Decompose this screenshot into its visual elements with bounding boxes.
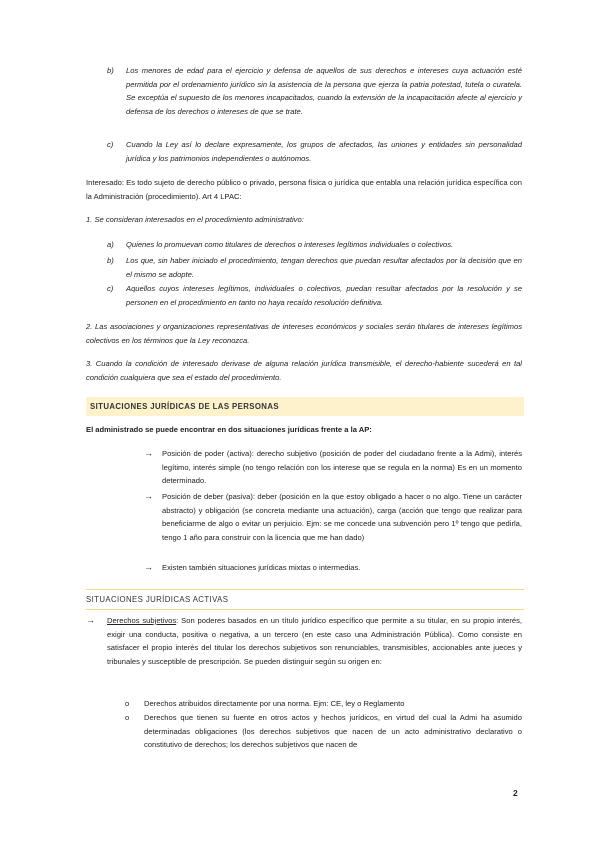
arrow-icon: → (144, 562, 153, 572)
situacion-item-activa: Posición de poder (activa): derecho subjetivo (posición de poder del ciudadano frente a la Admi), interés legítimo, interés simple (no tengo relación con los interese que se regula en la norma) Es en un momento determinado. (162, 449, 522, 485)
section-rule (86, 589, 524, 590)
situacion-item-pasiva: Posición de deber (pasiva): deber (posición en la que estoy obligado a hacer o no algo. Tiene un carácter abstracto) y obligación (se concreta mediante una actuación), carga (acción que tengo que realizar para beneficiarme de algo o evitar un perjuicio. Ejm: se me concede una subvención pero 1º tengo que pedirla, tengo 1 año para construir con la licencia que me han dado) (162, 492, 522, 542)
list-label-b: b) (107, 66, 114, 75)
art1-item-c: Aquellos cuyos intereses legítimos, individuales o colectivos, puedan resultar afectados por la resolución y se personen en el procedimiento en tanto no haya recaído resolución definitiva. (126, 284, 522, 307)
origen-item-norma: Derechos atribuidos directamente por una norma. Ejm: CE, ley o Reglamento (144, 699, 405, 708)
art1-label-b: b) (107, 256, 114, 265)
section-heading-situaciones: SITUACIONES JURÍDICAS DE LAS PERSONAS (86, 397, 524, 416)
derechos-subjetivos-text: : Son poderes basados en un título jurídico específico que permite a su titular, en su propio interés, exigir una conducta, positiva o negativa, a un tercero (en este caso una Administración Pública). Como consiste en satisfacer el propio interés del titular los derechos subjetivos son renunciables, transmisibles, accionables ante jueces y tribunales y susceptible de prescripción. Se pueden distinguir según su origen en: (107, 616, 522, 666)
list-item-c: Cuando la Ley así lo declare expresamente, los grupos de afectados, las uniones y entidades sin personalidad jurídica y los patrimonios independientes o autónomos. (126, 140, 522, 163)
page-number: 2 (513, 788, 518, 798)
bullet-icon: o (125, 713, 130, 722)
art2-paragraph: 2. Las asociaciones y organizaciones representativas de intereses económicos y sociales serán titulares de intereses legítimos colectivos en los términos que la Ley reconozca. (86, 322, 522, 345)
derechos-subjetivos-term: Derechos subjetivos (107, 616, 177, 625)
situacion-item-mixtas: Existen también situaciones jurídicas mixtas o intermedias. (162, 563, 361, 572)
arrow-icon: → (86, 615, 95, 625)
situaciones-intro: El administrado se puede encontrar en dos situaciones jurídicas frente a la AP: (86, 425, 372, 434)
list-item-b: Los menores de edad para el ejercicio y defensa de aquellos de sus derechos e intereses cuya actuación esté permitida por el ordenamiento jurídico sin la asistencia de la persona que ejerza la patria potestad, tutela o curatela. Se exceptúa el supuesto de los menores incapacitados, cuando la extensión de la incapacitación afecte al ejercicio y defensa de los derechos o intereses de que se trate. (126, 66, 522, 116)
arrow-icon: → (144, 491, 153, 501)
section-heading-activas: SITUACIONES JURÍDICAS ACTIVAS (86, 595, 229, 604)
art1-heading: 1. Se consideran interesados en el procedimiento administrativo: (86, 215, 304, 224)
derechos-subjetivos-paragraph (107, 614, 522, 668)
bullet-icon: o (125, 699, 130, 708)
art1-label-c: c) (107, 284, 114, 293)
interesado-paragraph: Interesado: Es todo sujeto de derecho público o privado, persona física o jurídica que entabla una relación jurídica específica con la Administración (procedimiento). Art 4 LPAC: (86, 178, 522, 201)
art3-paragraph: 3. Cuando la condición de interesado derivase de alguna relación jurídica transmisible, el derecho-habiente sucederá en tal condición cualquiera que sea el estado del procedimiento. (86, 359, 522, 382)
art1-label-a: a) (107, 240, 114, 249)
list-label-c: c) (107, 140, 114, 149)
art1-item-b: Los que, sin haber iniciado el procedimiento, tengan derechos que puedan resultar afectados por la decisión que en el mismo se adopte. (126, 256, 522, 279)
section-rule (86, 609, 524, 610)
art1-item-a: Quienes lo promuevan como titulares de derechos o intereses legítimos individuales o colectivos. (126, 240, 454, 249)
origen-item-actos: Derechos que tienen su fuente en otros actos y hechos jurídicos, en virtud del cual la Admi ha asumido determinadas obligaciones (los derechos subjetivos que nacen de un acto administrativo declarativo o constitutivo de derechos; los derechos subjetivos que nacen de (144, 713, 522, 749)
arrow-icon: → (144, 448, 153, 458)
